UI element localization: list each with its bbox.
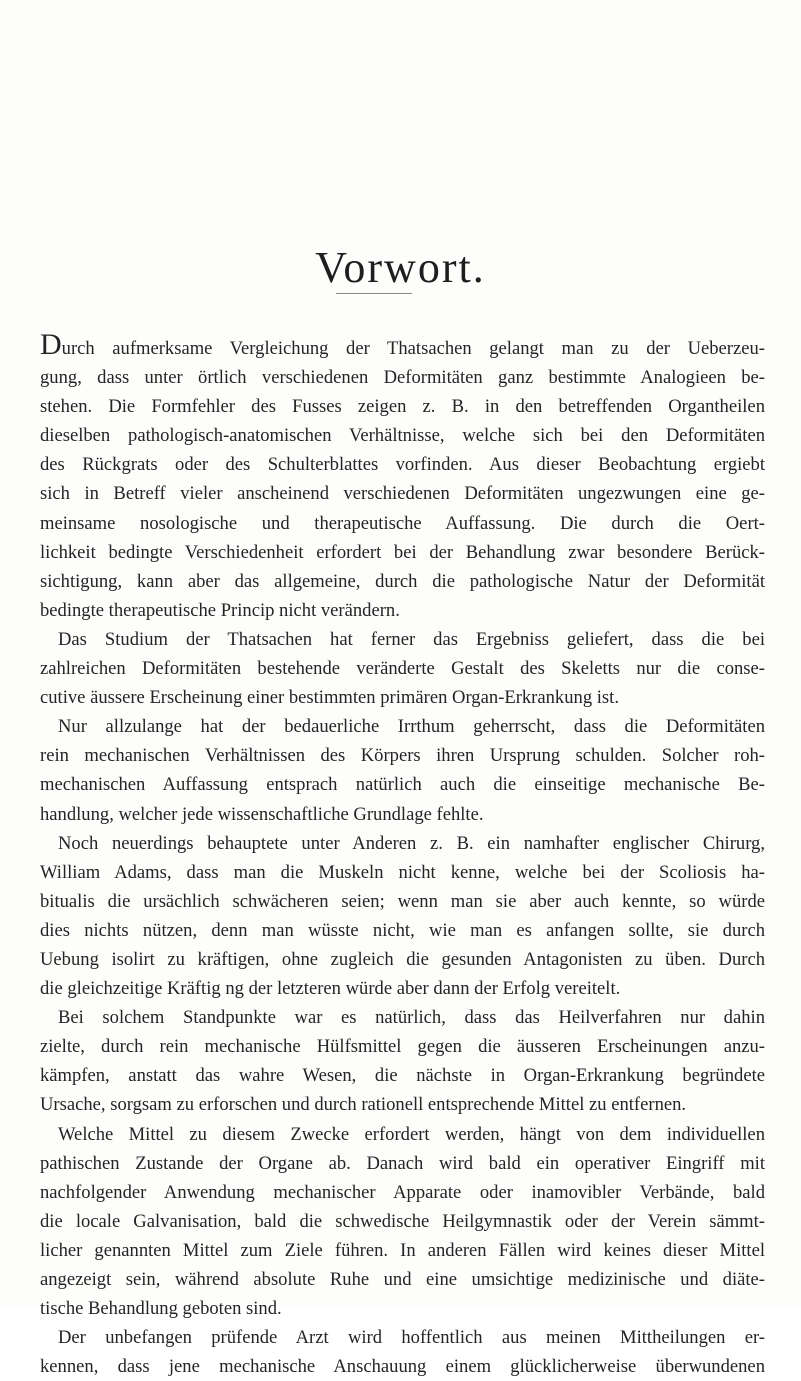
text-line bbox=[40, 1149, 765, 1178]
line-text: Das Studium der Thatsachen hat ferner das Ergebniss geliefert, dass die bei bbox=[58, 628, 765, 650]
text-line bbox=[40, 1294, 765, 1323]
line-text: Der unbefangen prüfende Arzt wird hoffentlich aus meinen Mittheilungen er- bbox=[58, 1327, 765, 1349]
text-line bbox=[40, 858, 765, 887]
line-text: dies nichts nützen, denn man wüsste nicht, wie man es anfangen sollte, sie durch bbox=[40, 919, 765, 941]
line-text: pathischen Zustande der Organe ab. Danach wird bald ein operativer Eingriff mit bbox=[40, 1152, 765, 1174]
text-line bbox=[40, 916, 765, 945]
text-line bbox=[40, 683, 765, 712]
line-text: bitualis die ursächlich schwächeren seien; wenn man sie aber auch kennte, so würde bbox=[40, 890, 765, 912]
text-line bbox=[40, 538, 765, 567]
text-line bbox=[40, 1032, 765, 1061]
line-text: Noch neuerdings behauptete unter Anderen z. B. ein namhafter englischer Chirurg, bbox=[58, 832, 765, 854]
title-divider bbox=[336, 293, 412, 294]
text-line bbox=[40, 1061, 765, 1090]
line-text: urch aufmerksame Vergleichung der Thatsachen gelangt man zu der Ueberzeu- bbox=[61, 338, 765, 359]
text-line bbox=[40, 770, 765, 799]
text-line bbox=[40, 829, 765, 858]
line-text: sichtigung, kann aber das allgemeine, durch die pathologische Natur der Deformität bbox=[40, 570, 765, 592]
text-line bbox=[40, 887, 765, 916]
text-line bbox=[40, 328, 765, 363]
text-line bbox=[40, 945, 765, 974]
text-line bbox=[40, 450, 765, 479]
text-line bbox=[40, 1265, 765, 1294]
line-text: dieselben pathologisch-anatomischen Verhältnisse, welche sich bei den Deformitäten bbox=[40, 425, 765, 447]
line-text: stehen. Die Formfehler des Fusses zeigen z. B. in den betreffenden Organtheilen bbox=[40, 396, 765, 418]
text-line bbox=[40, 1003, 765, 1032]
text-line bbox=[40, 596, 765, 625]
line-text: lichkeit bedingte Verschiedenheit erfordert bei der Behandlung zwar besondere Berück- bbox=[40, 541, 765, 563]
text-line bbox=[40, 712, 765, 741]
text-line bbox=[40, 800, 765, 829]
text-line bbox=[40, 363, 765, 392]
line-text: zahlreichen Deformitäten bestehende veränderte Gestalt des Skeletts nur die conse- bbox=[40, 658, 765, 680]
line-text: Welche Mittel zu diesem Zwecke erfordert werden, hängt von dem individuellen bbox=[58, 1123, 765, 1145]
line-text: nachfolgender Anwendung mechanischer Apparate oder inamovibler Verbände, bald bbox=[40, 1181, 765, 1203]
text-line bbox=[40, 1352, 765, 1381]
line-text: Bei solchem Standpunkte war es natürlich, dass das Heilverfahren nur dahin bbox=[58, 1007, 765, 1029]
line-text: licher genannten Mittel zum Ziele führen. In anderen Fällen wird keines dieser Mittel bbox=[40, 1239, 765, 1261]
line-text: des Rückgrats oder des Schulterblattes vorfinden. Aus dieser Beobachtung ergiebt bbox=[40, 454, 765, 476]
line-text: zielte, durch rein mechanische Hülfsmittel gegen die äusseren Erscheinungen anzu- bbox=[40, 1036, 765, 1058]
text-line bbox=[40, 567, 765, 596]
text-line bbox=[40, 1178, 765, 1207]
text-line bbox=[40, 1090, 765, 1119]
text-line bbox=[40, 1236, 765, 1265]
text-line bbox=[40, 974, 765, 1003]
line-text: Uebung isolirt zu kräftigen, ohne zugleich die gesunden Antagonisten zu üben. Durch bbox=[40, 948, 765, 970]
preface-body bbox=[40, 328, 765, 1381]
initial-letter: D bbox=[40, 328, 62, 361]
text-line bbox=[40, 1207, 765, 1236]
line-text: Nur allzulange hat der bedauerliche Irrthum geherrscht, dass die Deformitäten bbox=[58, 716, 765, 738]
page-title: Vorwort. bbox=[315, 243, 486, 292]
line-text: kennen, dass jene mechanische Anschauung einem glücklicherweise überwundenen bbox=[40, 1356, 765, 1378]
text-line bbox=[40, 1323, 765, 1352]
text-line bbox=[40, 741, 765, 770]
line-text: gung, dass unter örtlich verschiedenen Deformitäten ganz bestimmte Analogieen be- bbox=[40, 367, 765, 389]
text-line bbox=[40, 392, 765, 421]
line-text: William Adams, dass man die Muskeln nicht kenne, welche bei der Scoliosis ha- bbox=[40, 861, 765, 883]
line-text: tische Behandlung geboten sind. bbox=[40, 1298, 282, 1320]
line-text: cutive äussere Erscheinung einer bestimmten primären Organ-Erkrankung ist. bbox=[40, 687, 619, 709]
text-line bbox=[40, 509, 765, 538]
line-text: handlung, welcher jede wissenschaftliche Grundlage fehlte. bbox=[40, 803, 484, 825]
text-line bbox=[40, 421, 765, 450]
text-line bbox=[40, 1120, 765, 1149]
line-text: mechanischen Auffassung entsprach natürlich auch die einseitige mechanische Be- bbox=[40, 774, 765, 796]
line-text: meinsame nosologische und therapeutische Auffassung. Die durch die Oert- bbox=[40, 512, 765, 534]
line-text: Ursache, sorgsam zu erforschen und durch rationell entsprechende Mittel zu entfernen. bbox=[40, 1094, 687, 1116]
line-text: angezeigt sein, während absolute Ruhe und eine umsichtige medizinische und diäte- bbox=[40, 1269, 765, 1290]
line-text: rein mechanischen Verhältnissen des Körpers ihren Ursprung schulden. Solcher roh- bbox=[40, 745, 765, 767]
text-line bbox=[40, 654, 765, 683]
text-line bbox=[40, 625, 765, 654]
line-text: sich in Betreff vieler anscheinend verschiedenen Deformitäten ungezwungen eine ge- bbox=[40, 483, 765, 505]
line-text: kämpfen, anstatt das wahre Wesen, die nächste in Organ-Erkrankung begründete bbox=[40, 1065, 765, 1087]
line-text: bedingte therapeutische Princip nicht verändern. bbox=[40, 599, 400, 621]
line-text: die gleichzeitige Kräftig ng der letzteren würde aber dann der Erfolg vereitelt. bbox=[40, 978, 621, 1000]
text-line bbox=[40, 479, 765, 508]
line-text: die locale Galvanisation, bald die schwedische Heilgymnastik oder der Verein sämmt- bbox=[40, 1210, 765, 1232]
